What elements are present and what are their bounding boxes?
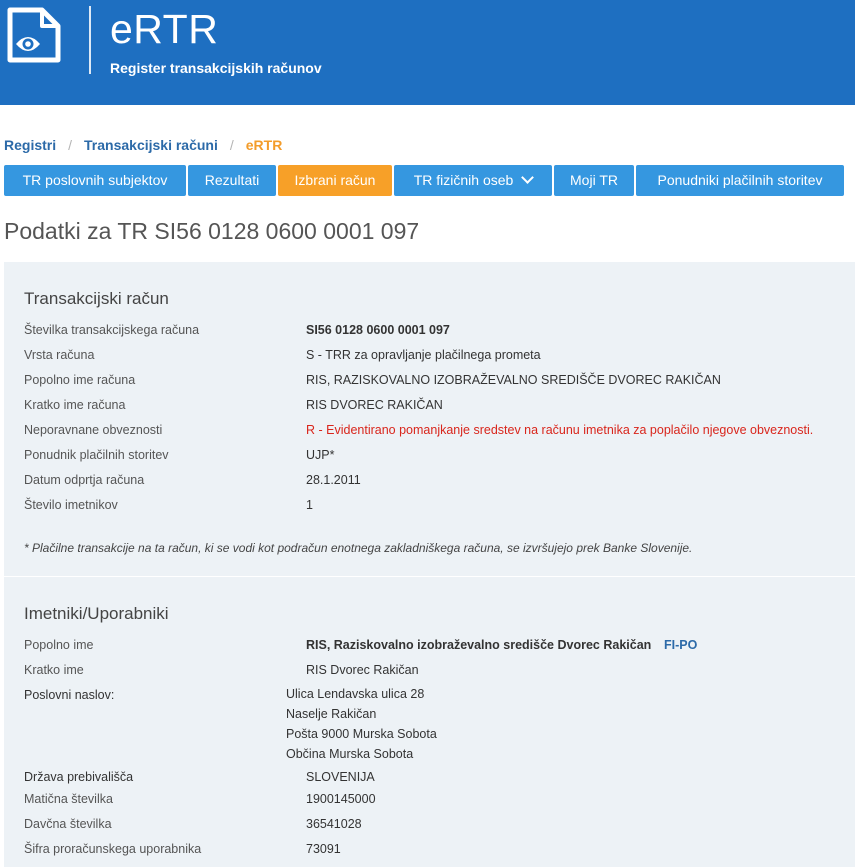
tab-label: TR fizičnih oseb — [413, 172, 514, 188]
holder-address — [286, 684, 437, 764]
tab-rezultati[interactable] — [188, 165, 276, 196]
breadcrumb-link-registri[interactable]: Registri — [4, 137, 57, 153]
row-value: S - TRR za opravljanje plačilnega prometa — [306, 348, 541, 362]
tab-label: Moji TR — [570, 172, 618, 188]
row-value: 28.1.2011 — [306, 473, 361, 487]
row-value: 1 — [306, 498, 313, 512]
page-title: Podatki za TR SI56 0128 0600 0001 097 — [4, 218, 420, 244]
breadcrumb-separator: / — [68, 137, 73, 153]
section-title-transakcijski-racun: Transakcijski račun — [24, 289, 169, 308]
address-line: Ulica Lendavska ulica 28 — [286, 687, 425, 701]
row-value: 1900145000 — [306, 792, 376, 806]
row-value: RIS DVOREC RAKIČAN — [306, 398, 443, 412]
section-title-imetniki: Imetniki/Uporabniki — [24, 604, 169, 623]
tab-tr-poslovnih-subjektov[interactable] — [4, 165, 186, 196]
breadcrumb-link-transakcijski-racuni[interactable]: Transakcijski računi — [84, 137, 218, 153]
header-divider — [89, 6, 91, 74]
account-detail-panel — [4, 262, 855, 867]
breadcrumb-separator: / — [229, 137, 234, 153]
row-value: RIS, RAZISKOVALNO IZOBRAŽEVALNO SREDIŠČE DVOREC RAKIČAN — [306, 373, 721, 387]
holder-full-name: RIS, Raziskovalno izobraževalno središče Dvorec Rakičan — [306, 638, 652, 652]
tab-label: Rezultati — [204, 172, 260, 188]
holder-type-tag: FI-PO — [664, 638, 698, 652]
row-label: Število imetnikov — [24, 498, 118, 512]
address-line: Pošta 9000 Murska Sobota — [286, 727, 437, 741]
tab-label: Ponudniki plačilnih storitev — [657, 172, 823, 188]
row-label: Vrsta računa — [24, 348, 95, 362]
address-line: Občina Murska Sobota — [286, 747, 414, 761]
row-value: 36541028 — [306, 817, 362, 831]
row-label: Datum odprtja računa — [24, 473, 145, 487]
row-label: Davčna številka — [24, 817, 112, 831]
row-value: SLOVENIJA — [306, 770, 375, 784]
row-value: 73091 — [306, 842, 341, 856]
section-divider — [4, 576, 855, 577]
breadcrumb-current: eRTR — [245, 137, 283, 153]
tab-tr-fizicnih-oseb[interactable] — [394, 165, 552, 196]
tab-izbrani-racun[interactable] — [278, 165, 392, 196]
chevron-down-icon — [521, 171, 534, 184]
row-value: UJP* — [306, 448, 335, 462]
row-value: RIS Dvorec Rakičan — [306, 663, 419, 677]
row-label: Številka transakcijskega računa — [24, 323, 200, 337]
row-label: Država prebivališča — [24, 770, 134, 784]
tab-label: TR poslovnih subjektov — [22, 172, 168, 188]
account-number-value[interactable]: SI56 0128 0600 0001 097 — [306, 323, 450, 337]
breadcrumb — [4, 137, 282, 153]
footnote: * Plačilne transakcije na ta račun, ki se vodi kot podračun enotnega zakladniškega računa, se izvršujejo prek Banke Slovenije. — [24, 541, 693, 555]
row-label: Ponudnik plačilnih storitev — [24, 448, 169, 462]
app-header — [0, 0, 855, 105]
document-eye-icon[interactable] — [4, 4, 66, 66]
row-label: Matična številka — [24, 792, 113, 806]
row-label: Poslovni naslov: — [24, 688, 115, 702]
row-label: Neporavnane obveznosti — [24, 423, 163, 437]
outstanding-obligations-warning: R - Evidentirano pomanjkanje sredstev na računu imetnika za poplačilo njegove obveznosti. — [306, 423, 814, 437]
row-label: Popolno ime računa — [24, 373, 136, 387]
tab-label: Izbrani račun — [294, 172, 376, 188]
row-label: Kratko ime — [24, 663, 84, 677]
tab-moji-tr[interactable] — [554, 165, 634, 196]
app-subtitle: Register transakcijskih računov — [110, 60, 322, 76]
row-label: Popolno ime — [24, 638, 94, 652]
row-label: Kratko ime računa — [24, 398, 126, 412]
row-label: Šifra proračunskega uporabnika — [24, 842, 202, 856]
address-line: Naselje Rakičan — [286, 707, 377, 721]
app-title: eRTR — [110, 6, 219, 52]
tab-ponudniki-placilnih-storitev[interactable] — [636, 165, 844, 196]
